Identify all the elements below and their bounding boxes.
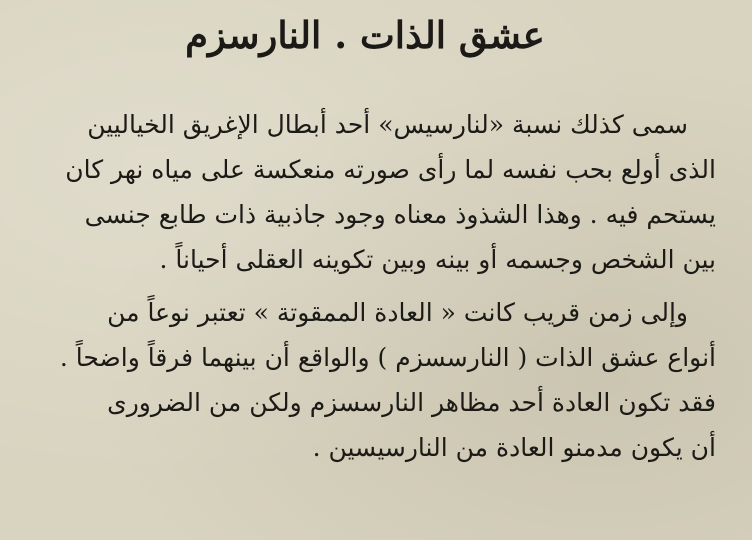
text-line: سمى كذلك نسبة «لنارسيس» أحد أبطال الإغريق الخياليين <box>87 110 688 139</box>
text-line: أن يكون مدمنو العادة من النارسيسين . <box>312 433 716 462</box>
text-line: بين الشخص وجسمه أو بينه وبين تكوينه العقلى أحياناً . <box>159 245 716 274</box>
text-line: وإلى زمن قريب كانت « العادة الممقوتة » تعتبر نوعاً من <box>107 298 688 327</box>
text-line: يستحم فيه . وهذا الشذوذ معناه وجود جاذبية ذات طابع جنسى <box>84 200 716 229</box>
article-title: عشق الذات . النارسزم <box>185 13 545 57</box>
paragraph-1 <box>14 102 716 282</box>
text-line: أنواع عشق الذات ( النارسسزم ) والواقع أن بينهما فرقاً واضحاً . <box>59 343 716 372</box>
text-line: فقد تكون العادة أحد مظاهر النارسسزم ولكن من الضرورى <box>107 388 716 417</box>
paragraph-2 <box>14 290 716 470</box>
text-line: الذى أولع بحب نفسه لما رأى صورته منعكسة على مياه نهر كان <box>65 155 716 184</box>
